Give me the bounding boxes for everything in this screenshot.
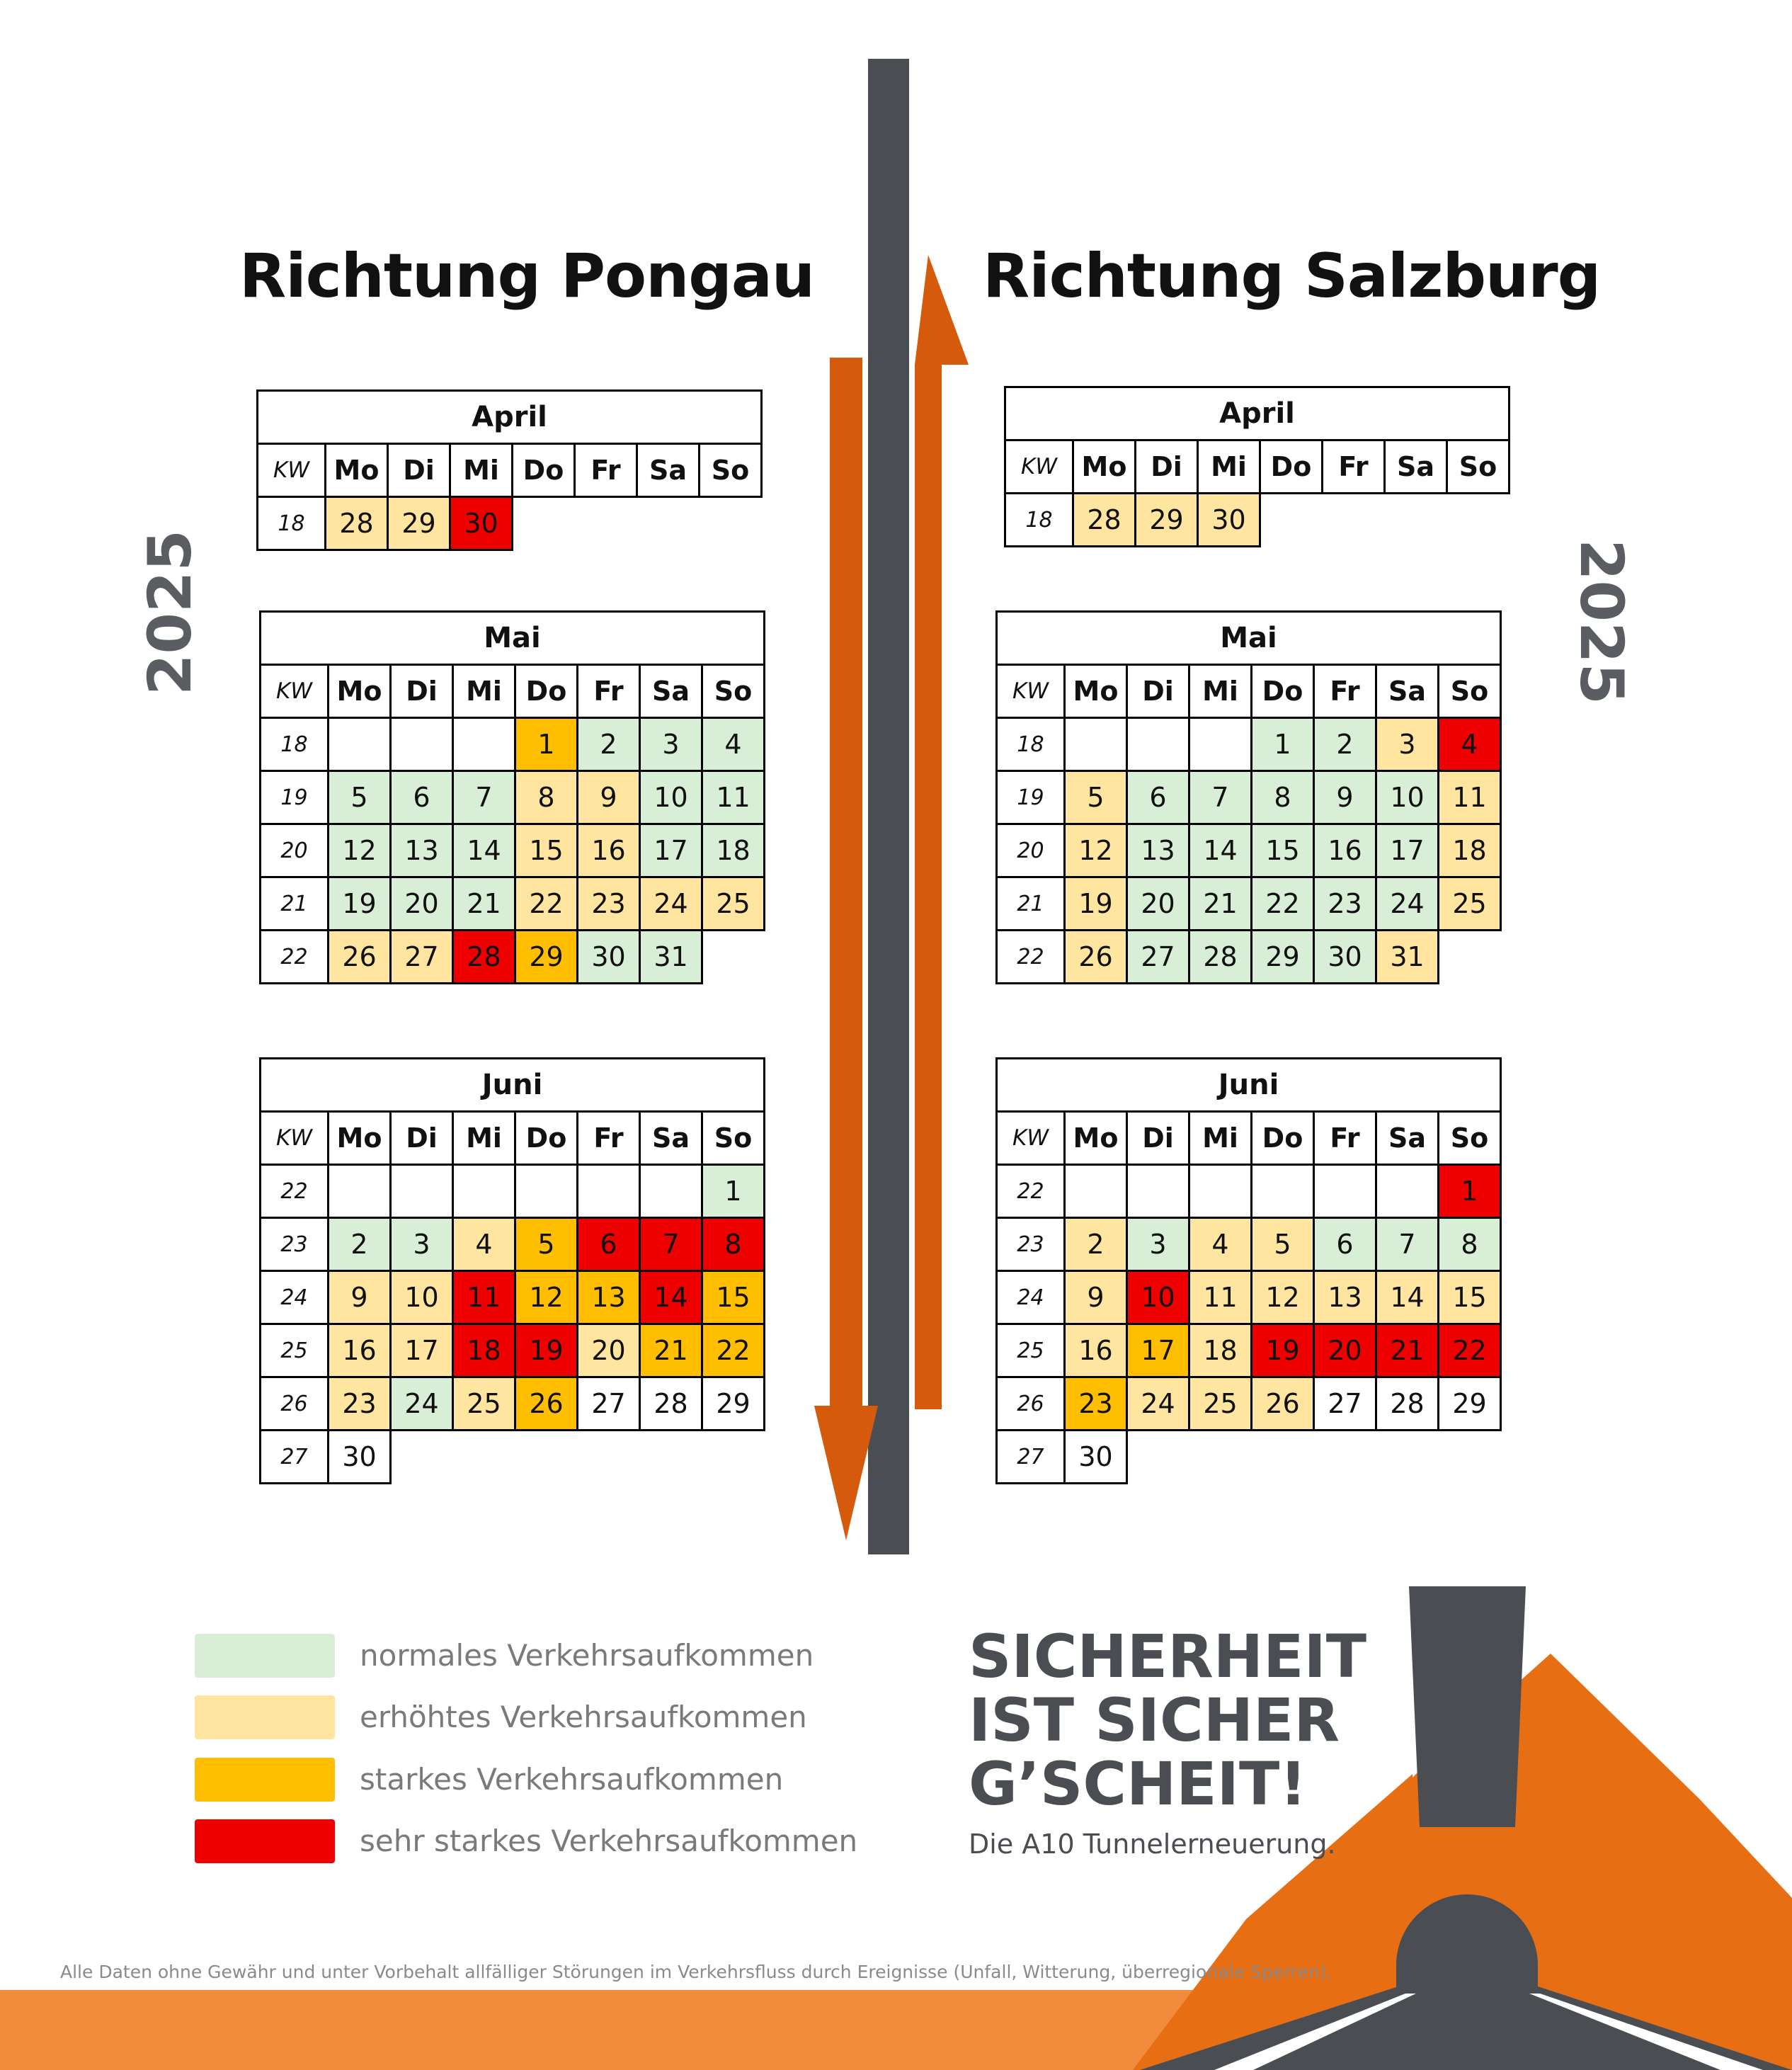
header-kw: KW xyxy=(261,665,329,718)
header-weekday: Fr xyxy=(1323,440,1385,494)
week-number: 25 xyxy=(997,1324,1065,1377)
day-cell: 11 xyxy=(1189,1271,1252,1324)
day-cell: 8 xyxy=(702,1218,765,1271)
header-weekday: Mo xyxy=(329,1112,391,1165)
day-cell: 3 xyxy=(640,718,702,771)
header-weekday: Do xyxy=(1252,665,1314,718)
year-label-left: 2025 xyxy=(135,530,205,695)
header-weekday: Sa xyxy=(637,444,700,497)
week-number: 25 xyxy=(261,1324,329,1377)
day-cell xyxy=(391,718,453,771)
day-cell: 28 xyxy=(453,931,515,984)
day-cell: 7 xyxy=(640,1218,702,1271)
day-cell: 1 xyxy=(1439,1165,1501,1218)
day-cell: 14 xyxy=(453,824,515,877)
legend-label-strong: starkes Verkehrsaufkommen xyxy=(360,1762,784,1797)
header-weekday: Sa xyxy=(1376,665,1439,718)
day-cell: 24 xyxy=(1376,877,1439,931)
day-cell: 16 xyxy=(329,1324,391,1377)
calendar-table xyxy=(1004,386,1510,547)
day-cell: 20 xyxy=(391,877,453,931)
week-row xyxy=(997,877,1501,931)
day-cell: 23 xyxy=(1065,1377,1127,1431)
day-cell: 22 xyxy=(1439,1324,1501,1377)
day-cell: 29 xyxy=(388,497,450,550)
day-cell: 30 xyxy=(578,931,640,984)
header-weekday: Fr xyxy=(575,444,637,497)
day-cell xyxy=(1376,1165,1439,1218)
week-number: 20 xyxy=(997,824,1065,877)
header-weekday: Mi xyxy=(1189,665,1252,718)
empty-slot xyxy=(1323,494,1385,547)
day-cell: 16 xyxy=(1314,824,1376,877)
legend-label-very-strong: sehr starkes Verkehrsaufkommen xyxy=(360,1824,858,1858)
day-cell: 18 xyxy=(1439,824,1501,877)
day-cell: 21 xyxy=(453,877,515,931)
day-cell xyxy=(1065,718,1127,771)
header-kw: KW xyxy=(997,1112,1065,1165)
day-cell: 19 xyxy=(515,1324,578,1377)
day-cell: 12 xyxy=(329,824,391,877)
year-label-right: 2025 xyxy=(1567,539,1636,705)
week-row xyxy=(997,1377,1501,1431)
day-cell: 13 xyxy=(578,1271,640,1324)
week-row xyxy=(258,497,762,550)
month-title: April xyxy=(258,391,762,444)
day-cell: 12 xyxy=(1252,1271,1314,1324)
day-cell: 5 xyxy=(1065,771,1127,824)
day-cell: 30 xyxy=(1065,1431,1127,1484)
day-cell: 1 xyxy=(702,1165,765,1218)
day-cell: 20 xyxy=(1314,1324,1376,1377)
day-cell: 8 xyxy=(1252,771,1314,824)
day-cell: 23 xyxy=(578,877,640,931)
calendar-table xyxy=(995,1057,1502,1484)
direction-title-pongau: Richtung Pongau xyxy=(239,241,815,312)
day-cell: 17 xyxy=(391,1324,453,1377)
day-cell: 29 xyxy=(515,931,578,984)
day-cell: 30 xyxy=(329,1431,391,1484)
header-kw: KW xyxy=(261,1112,329,1165)
week-number: 22 xyxy=(997,931,1065,984)
legend-swatch-normal xyxy=(195,1634,335,1678)
week-row xyxy=(997,1324,1501,1377)
day-cell: 8 xyxy=(515,771,578,824)
header-weekday: Mi xyxy=(453,1112,515,1165)
week-number: 22 xyxy=(261,1165,329,1218)
week-number: 24 xyxy=(997,1271,1065,1324)
day-cell: 2 xyxy=(578,718,640,771)
week-number: 22 xyxy=(261,931,329,984)
slogan-line-3: G’SCHEIT! xyxy=(969,1749,1307,1819)
legend-swatch-increased xyxy=(195,1695,335,1739)
road-divider-bar xyxy=(868,59,909,1554)
week-row xyxy=(261,1271,765,1324)
empty-slot xyxy=(575,497,637,550)
header-weekday: Di xyxy=(1127,1112,1189,1165)
header-weekday: Di xyxy=(391,665,453,718)
day-cell: 27 xyxy=(1314,1377,1376,1431)
day-cell: 25 xyxy=(1189,1377,1252,1431)
empty-slot xyxy=(702,931,765,984)
week-number: 21 xyxy=(261,877,329,931)
day-cell: 6 xyxy=(1314,1218,1376,1271)
calendar-table xyxy=(259,1057,765,1484)
day-cell: 14 xyxy=(1376,1271,1439,1324)
day-cell: 26 xyxy=(329,931,391,984)
header-weekday: Sa xyxy=(640,1112,702,1165)
day-cell xyxy=(1127,1165,1189,1218)
empty-slot xyxy=(1252,1431,1314,1484)
day-cell: 13 xyxy=(1314,1271,1376,1324)
day-cell: 29 xyxy=(1136,494,1198,547)
week-row xyxy=(261,718,765,771)
day-cell xyxy=(1314,1165,1376,1218)
day-cell: 16 xyxy=(1065,1324,1127,1377)
day-cell xyxy=(329,1165,391,1218)
day-cell: 14 xyxy=(1189,824,1252,877)
week-row xyxy=(997,1431,1501,1484)
week-number: 27 xyxy=(997,1431,1065,1484)
day-cell: 12 xyxy=(1065,824,1127,877)
legend-swatch-strong xyxy=(195,1758,335,1802)
exclamation-bar xyxy=(1409,1586,1526,1827)
day-cell: 2 xyxy=(1065,1218,1127,1271)
arrow-up-icon xyxy=(915,255,969,1409)
day-cell: 9 xyxy=(329,1271,391,1324)
legend-label-normal: normales Verkehrsaufkommen xyxy=(360,1638,814,1673)
slogan-line-1: SICHERHEIT xyxy=(969,1622,1366,1691)
calendar-table xyxy=(259,610,765,984)
day-cell xyxy=(578,1165,640,1218)
calendar-table xyxy=(995,610,1502,984)
day-cell: 10 xyxy=(1376,771,1439,824)
day-cell: 9 xyxy=(1314,771,1376,824)
header-weekday: So xyxy=(700,444,762,497)
month-title: Mai xyxy=(261,612,765,665)
week-row xyxy=(261,824,765,877)
slogan-subtitle: Die A10 Tunnelerneuerung. xyxy=(969,1829,1336,1860)
day-cell xyxy=(453,718,515,771)
day-cell: 25 xyxy=(453,1377,515,1431)
week-row xyxy=(261,1324,765,1377)
day-cell: 18 xyxy=(453,1324,515,1377)
week-row xyxy=(261,771,765,824)
day-cell: 15 xyxy=(702,1271,765,1324)
day-cell: 4 xyxy=(453,1218,515,1271)
slogan-line-2: IST SICHER xyxy=(969,1685,1340,1755)
week-row xyxy=(997,1218,1501,1271)
empty-slot xyxy=(700,497,762,550)
header-weekday: So xyxy=(1447,440,1509,494)
day-cell xyxy=(329,718,391,771)
day-cell: 28 xyxy=(1376,1377,1439,1431)
day-cell: 23 xyxy=(329,1377,391,1431)
header-weekday: Mo xyxy=(326,444,388,497)
header-weekday: Di xyxy=(1136,440,1198,494)
day-cell xyxy=(391,1165,453,1218)
empty-slot xyxy=(515,1431,578,1484)
day-cell: 5 xyxy=(329,771,391,824)
day-cell: 7 xyxy=(1189,771,1252,824)
header-weekday: So xyxy=(1439,1112,1501,1165)
header-weekday: Fr xyxy=(1314,1112,1376,1165)
day-cell: 20 xyxy=(578,1324,640,1377)
day-cell: 12 xyxy=(515,1271,578,1324)
legend-label-increased: erhöhtes Verkehrsaufkommen xyxy=(360,1700,807,1734)
day-cell: 4 xyxy=(1439,718,1501,771)
day-cell: 29 xyxy=(1439,1377,1501,1431)
week-number: 21 xyxy=(997,877,1065,931)
day-cell: 18 xyxy=(702,824,765,877)
header-weekday: Do xyxy=(515,665,578,718)
day-cell: 7 xyxy=(1376,1218,1439,1271)
day-cell: 2 xyxy=(329,1218,391,1271)
day-cell xyxy=(515,1165,578,1218)
day-cell: 28 xyxy=(1073,494,1136,547)
week-row xyxy=(261,1431,765,1484)
day-cell: 15 xyxy=(515,824,578,877)
empty-slot xyxy=(453,1431,515,1484)
empty-slot xyxy=(1189,1431,1252,1484)
header-weekday: Mo xyxy=(1065,665,1127,718)
day-cell: 11 xyxy=(702,771,765,824)
day-cell: 10 xyxy=(640,771,702,824)
day-cell: 27 xyxy=(391,931,453,984)
day-cell: 17 xyxy=(1127,1324,1189,1377)
header-weekday: Mo xyxy=(1073,440,1136,494)
week-row xyxy=(997,824,1501,877)
week-row xyxy=(997,771,1501,824)
day-cell: 22 xyxy=(515,877,578,931)
day-cell: 3 xyxy=(1127,1218,1189,1271)
day-cell: 21 xyxy=(1189,877,1252,931)
day-cell: 25 xyxy=(1439,877,1501,931)
day-cell: 11 xyxy=(453,1271,515,1324)
empty-slot xyxy=(637,497,700,550)
day-cell: 8 xyxy=(1439,1218,1501,1271)
legend-swatch-very-strong xyxy=(195,1819,335,1863)
day-cell: 21 xyxy=(640,1324,702,1377)
disclaimer-text: Alle Daten ohne Gewähr und unter Vorbehalt allfälliger Störungen im Verkehrsfluss durch Ereignisse (Unfall, Witterung, überregionale Sperren). xyxy=(60,1962,1332,1982)
day-cell: 27 xyxy=(578,1377,640,1431)
day-cell: 31 xyxy=(1376,931,1439,984)
week-row xyxy=(1005,494,1509,547)
day-cell: 15 xyxy=(1252,824,1314,877)
day-cell: 9 xyxy=(578,771,640,824)
week-row xyxy=(997,1165,1501,1218)
week-number: 23 xyxy=(997,1218,1065,1271)
day-cell: 23 xyxy=(1314,877,1376,931)
week-number: 19 xyxy=(997,771,1065,824)
week-number: 18 xyxy=(1005,494,1073,547)
header-weekday: Sa xyxy=(1376,1112,1439,1165)
day-cell: 1 xyxy=(515,718,578,771)
week-number: 26 xyxy=(261,1377,329,1431)
day-cell: 6 xyxy=(578,1218,640,1271)
day-cell xyxy=(1252,1165,1314,1218)
day-cell: 4 xyxy=(1189,1218,1252,1271)
day-cell: 1 xyxy=(1252,718,1314,771)
week-number: 19 xyxy=(261,771,329,824)
header-weekday: Mi xyxy=(453,665,515,718)
day-cell: 19 xyxy=(1065,877,1127,931)
day-cell: 5 xyxy=(1252,1218,1314,1271)
day-cell: 31 xyxy=(640,931,702,984)
header-weekday: Mi xyxy=(1198,440,1260,494)
day-cell xyxy=(1189,1165,1252,1218)
month-title: April xyxy=(1005,387,1509,440)
header-weekday: So xyxy=(702,1112,765,1165)
day-cell: 28 xyxy=(640,1377,702,1431)
calendar-table xyxy=(256,389,763,551)
header-weekday: Di xyxy=(1127,665,1189,718)
week-number: 26 xyxy=(997,1377,1065,1431)
direction-title-salzburg: Richtung Salzburg xyxy=(983,241,1601,312)
month-title: Mai xyxy=(997,612,1501,665)
day-cell xyxy=(1127,718,1189,771)
header-weekday: Sa xyxy=(1385,440,1447,494)
day-cell xyxy=(640,1165,702,1218)
day-cell: 30 xyxy=(450,497,513,550)
day-cell: 4 xyxy=(702,718,765,771)
week-number: 22 xyxy=(997,1165,1065,1218)
week-number: 18 xyxy=(261,718,329,771)
header-kw: KW xyxy=(258,444,326,497)
day-cell: 24 xyxy=(1127,1377,1189,1431)
day-cell: 26 xyxy=(1065,931,1127,984)
header-weekday: Do xyxy=(513,444,575,497)
day-cell: 26 xyxy=(1252,1377,1314,1431)
week-number: 18 xyxy=(997,718,1065,771)
header-weekday: Sa xyxy=(640,665,702,718)
empty-slot xyxy=(1260,494,1323,547)
header-weekday: Do xyxy=(1252,1112,1314,1165)
day-cell: 5 xyxy=(515,1218,578,1271)
day-cell: 7 xyxy=(453,771,515,824)
week-number: 23 xyxy=(261,1218,329,1271)
week-row xyxy=(997,931,1501,984)
day-cell: 28 xyxy=(326,497,388,550)
day-cell: 30 xyxy=(1198,494,1260,547)
day-cell: 18 xyxy=(1189,1324,1252,1377)
header-weekday: Do xyxy=(1260,440,1323,494)
day-cell: 16 xyxy=(578,824,640,877)
empty-slot xyxy=(1439,931,1501,984)
day-cell: 30 xyxy=(1314,931,1376,984)
day-cell: 15 xyxy=(1439,1271,1501,1324)
empty-slot xyxy=(1376,1431,1439,1484)
header-weekday: Mo xyxy=(1065,1112,1127,1165)
day-cell xyxy=(453,1165,515,1218)
header-weekday: Mi xyxy=(1189,1112,1252,1165)
header-weekday: Fr xyxy=(1314,665,1376,718)
day-cell: 2 xyxy=(1314,718,1376,771)
week-number: 20 xyxy=(261,824,329,877)
day-cell: 3 xyxy=(391,1218,453,1271)
header-weekday: Fr xyxy=(578,665,640,718)
week-number: 27 xyxy=(261,1431,329,1484)
empty-slot xyxy=(391,1431,453,1484)
empty-slot xyxy=(1447,494,1509,547)
day-cell: 11 xyxy=(1439,771,1501,824)
day-cell: 9 xyxy=(1065,1271,1127,1324)
week-row xyxy=(261,877,765,931)
day-cell: 28 xyxy=(1189,931,1252,984)
week-row xyxy=(261,1377,765,1431)
empty-slot xyxy=(1385,494,1447,547)
header-weekday: Fr xyxy=(578,1112,640,1165)
header-weekday: Mi xyxy=(450,444,513,497)
day-cell: 24 xyxy=(640,877,702,931)
day-cell: 20 xyxy=(1127,877,1189,931)
day-cell: 25 xyxy=(702,877,765,931)
day-cell: 29 xyxy=(702,1377,765,1431)
month-title: Juni xyxy=(997,1059,1501,1112)
empty-slot xyxy=(702,1431,765,1484)
header-weekday: So xyxy=(702,665,765,718)
day-cell: 29 xyxy=(1252,931,1314,984)
day-cell: 24 xyxy=(391,1377,453,1431)
empty-slot xyxy=(513,497,575,550)
day-cell: 3 xyxy=(1376,718,1439,771)
day-cell: 22 xyxy=(702,1324,765,1377)
day-cell xyxy=(1065,1165,1127,1218)
day-cell: 13 xyxy=(391,824,453,877)
day-cell: 17 xyxy=(1376,824,1439,877)
month-title: Juni xyxy=(261,1059,765,1112)
day-cell: 10 xyxy=(1127,1271,1189,1324)
empty-slot xyxy=(1439,1431,1501,1484)
day-cell: 21 xyxy=(1376,1324,1439,1377)
day-cell xyxy=(1189,718,1252,771)
week-row xyxy=(997,1271,1501,1324)
empty-slot xyxy=(640,1431,702,1484)
week-row xyxy=(261,1165,765,1218)
week-row xyxy=(261,1218,765,1271)
day-cell: 14 xyxy=(640,1271,702,1324)
header-kw: KW xyxy=(997,665,1065,718)
day-cell: 27 xyxy=(1127,931,1189,984)
day-cell: 19 xyxy=(329,877,391,931)
header-weekday: Di xyxy=(388,444,450,497)
day-cell: 10 xyxy=(391,1271,453,1324)
week-number: 24 xyxy=(261,1271,329,1324)
week-row xyxy=(997,718,1501,771)
day-cell: 13 xyxy=(1127,824,1189,877)
empty-slot xyxy=(578,1431,640,1484)
header-weekday: So xyxy=(1439,665,1501,718)
day-cell: 17 xyxy=(640,824,702,877)
day-cell: 22 xyxy=(1252,877,1314,931)
header-weekday: Mo xyxy=(329,665,391,718)
day-cell: 6 xyxy=(391,771,453,824)
day-cell: 26 xyxy=(515,1377,578,1431)
empty-slot xyxy=(1314,1431,1376,1484)
header-weekday: Do xyxy=(515,1112,578,1165)
header-kw: KW xyxy=(1005,440,1073,494)
day-cell: 6 xyxy=(1127,771,1189,824)
direction-divider xyxy=(800,53,984,1569)
empty-slot xyxy=(1127,1431,1189,1484)
week-row xyxy=(261,931,765,984)
week-number: 18 xyxy=(258,497,326,550)
header-weekday: Di xyxy=(391,1112,453,1165)
day-cell: 19 xyxy=(1252,1324,1314,1377)
